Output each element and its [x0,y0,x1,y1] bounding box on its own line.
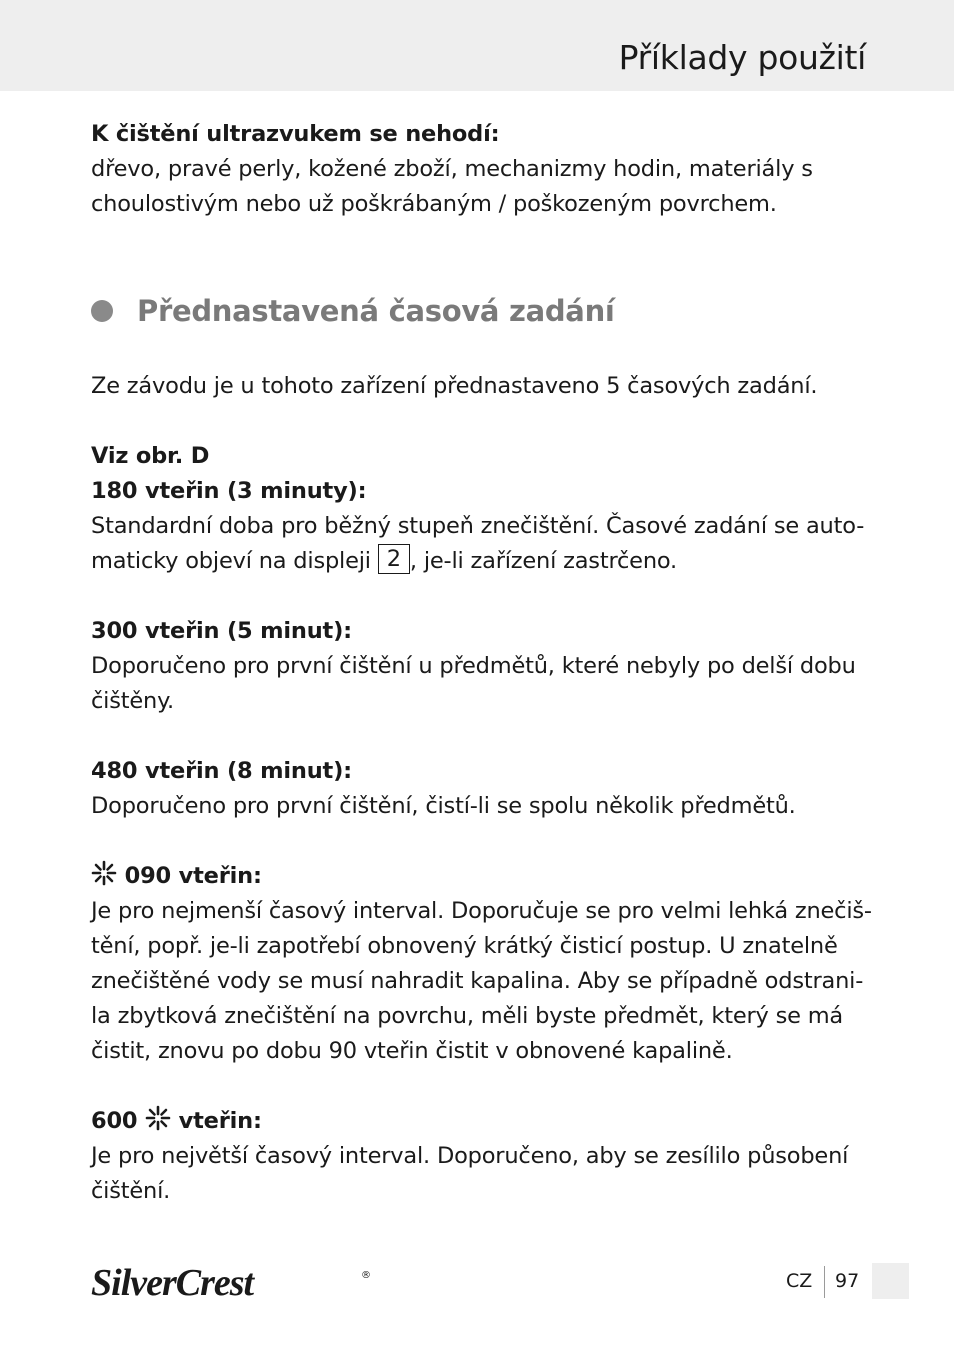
preset-480-line-1: Doporučeno pro první čištění, čistí-li se spolu několik předmětů. [91,793,796,819]
preset-480-heading: 480 vteřin (8 minut): [91,758,352,784]
preset-600-heading-word: vteřin: [178,1108,262,1134]
figure-reference: Viz obr. D [91,443,210,469]
footer-divider [824,1266,825,1298]
preset-600-line-1: Je pro největší časový interval. Doporučeno, aby se zesílilo působení [91,1143,849,1169]
preset-600-line-2: čištění. [91,1178,171,1204]
preset-300-heading: 300 vteřin (5 minut): [91,618,352,644]
preset-090-heading-text: 090 vteřin: [124,863,262,889]
registered-mark: ® [361,1270,371,1281]
unsuitable-line-2: choulostivým nebo už poškrábaným / poškozeným povrchem. [91,191,777,217]
preset-300-line-1: Doporučeno pro první čištění u předmětů, které nebyly po delší dobu [91,653,856,679]
page-header [0,0,954,91]
preset-180-line-1: Standardní doba pro běžný stupeň znečištění. Časové zadání se auto- [91,513,865,539]
section-title: Přednastavená časová zadání [137,294,615,328]
section-intro: Ze závodu je u tohoto zařízení přednastaveno 5 časových zadání. [91,373,818,399]
preset-180-line-2 [91,544,881,579]
section-heading [91,291,881,331]
unsuitable-heading: K čištění ultrazvukem se nehodí: [91,121,500,147]
preset-090-line-1: Je pro nejmenší časový interval. Doporučuje se pro velmi lehká znečiš- [91,898,872,924]
preset-090-line-4: la zbytková znečištění na povrchu, měli byste předmět, který se má [91,1003,844,1029]
sparkle-icon [91,860,117,886]
preset-300-line-2: čištěny. [91,688,174,714]
brand-logo [91,1262,381,1302]
preset-090-heading [91,859,881,894]
page-title: Příklady použití [618,38,866,77]
page-number: 97 [835,1270,860,1292]
page-content [91,117,881,1209]
display-reference-box: 2 [378,544,410,574]
unsuitable-line-1: dřevo, pravé perly, kožené zboží, mechanizmy hodin, materiály s [91,156,813,182]
language-code: CZ [786,1270,813,1292]
page-tab-marker [872,1263,909,1299]
sparkle-icon [145,1105,171,1131]
preset-090-line-2: tění, popř. je-li zapotřebí obnovený krátký čisticí postup. U znatelně [91,933,838,959]
preset-600-heading-number: 600 [91,1108,138,1134]
preset-180-line-2-end: , je-li zařízení zastrčeno. [409,548,678,574]
brand-logo-text: SilverCrest [91,1262,254,1302]
preset-600-heading [91,1104,881,1139]
preset-180-line-2-start: maticky objeví na displeji [91,548,378,574]
preset-090-line-3: znečištěné vody se musí nahradit kapalina. Aby se případně odstrani- [91,968,864,994]
preset-180-heading: 180 vteřin (3 minuty): [91,478,367,504]
bullet-icon [91,300,113,322]
preset-090-line-5: čistit, znovu po dobu 90 vteřin čistit v obnovené kapalině. [91,1038,733,1064]
